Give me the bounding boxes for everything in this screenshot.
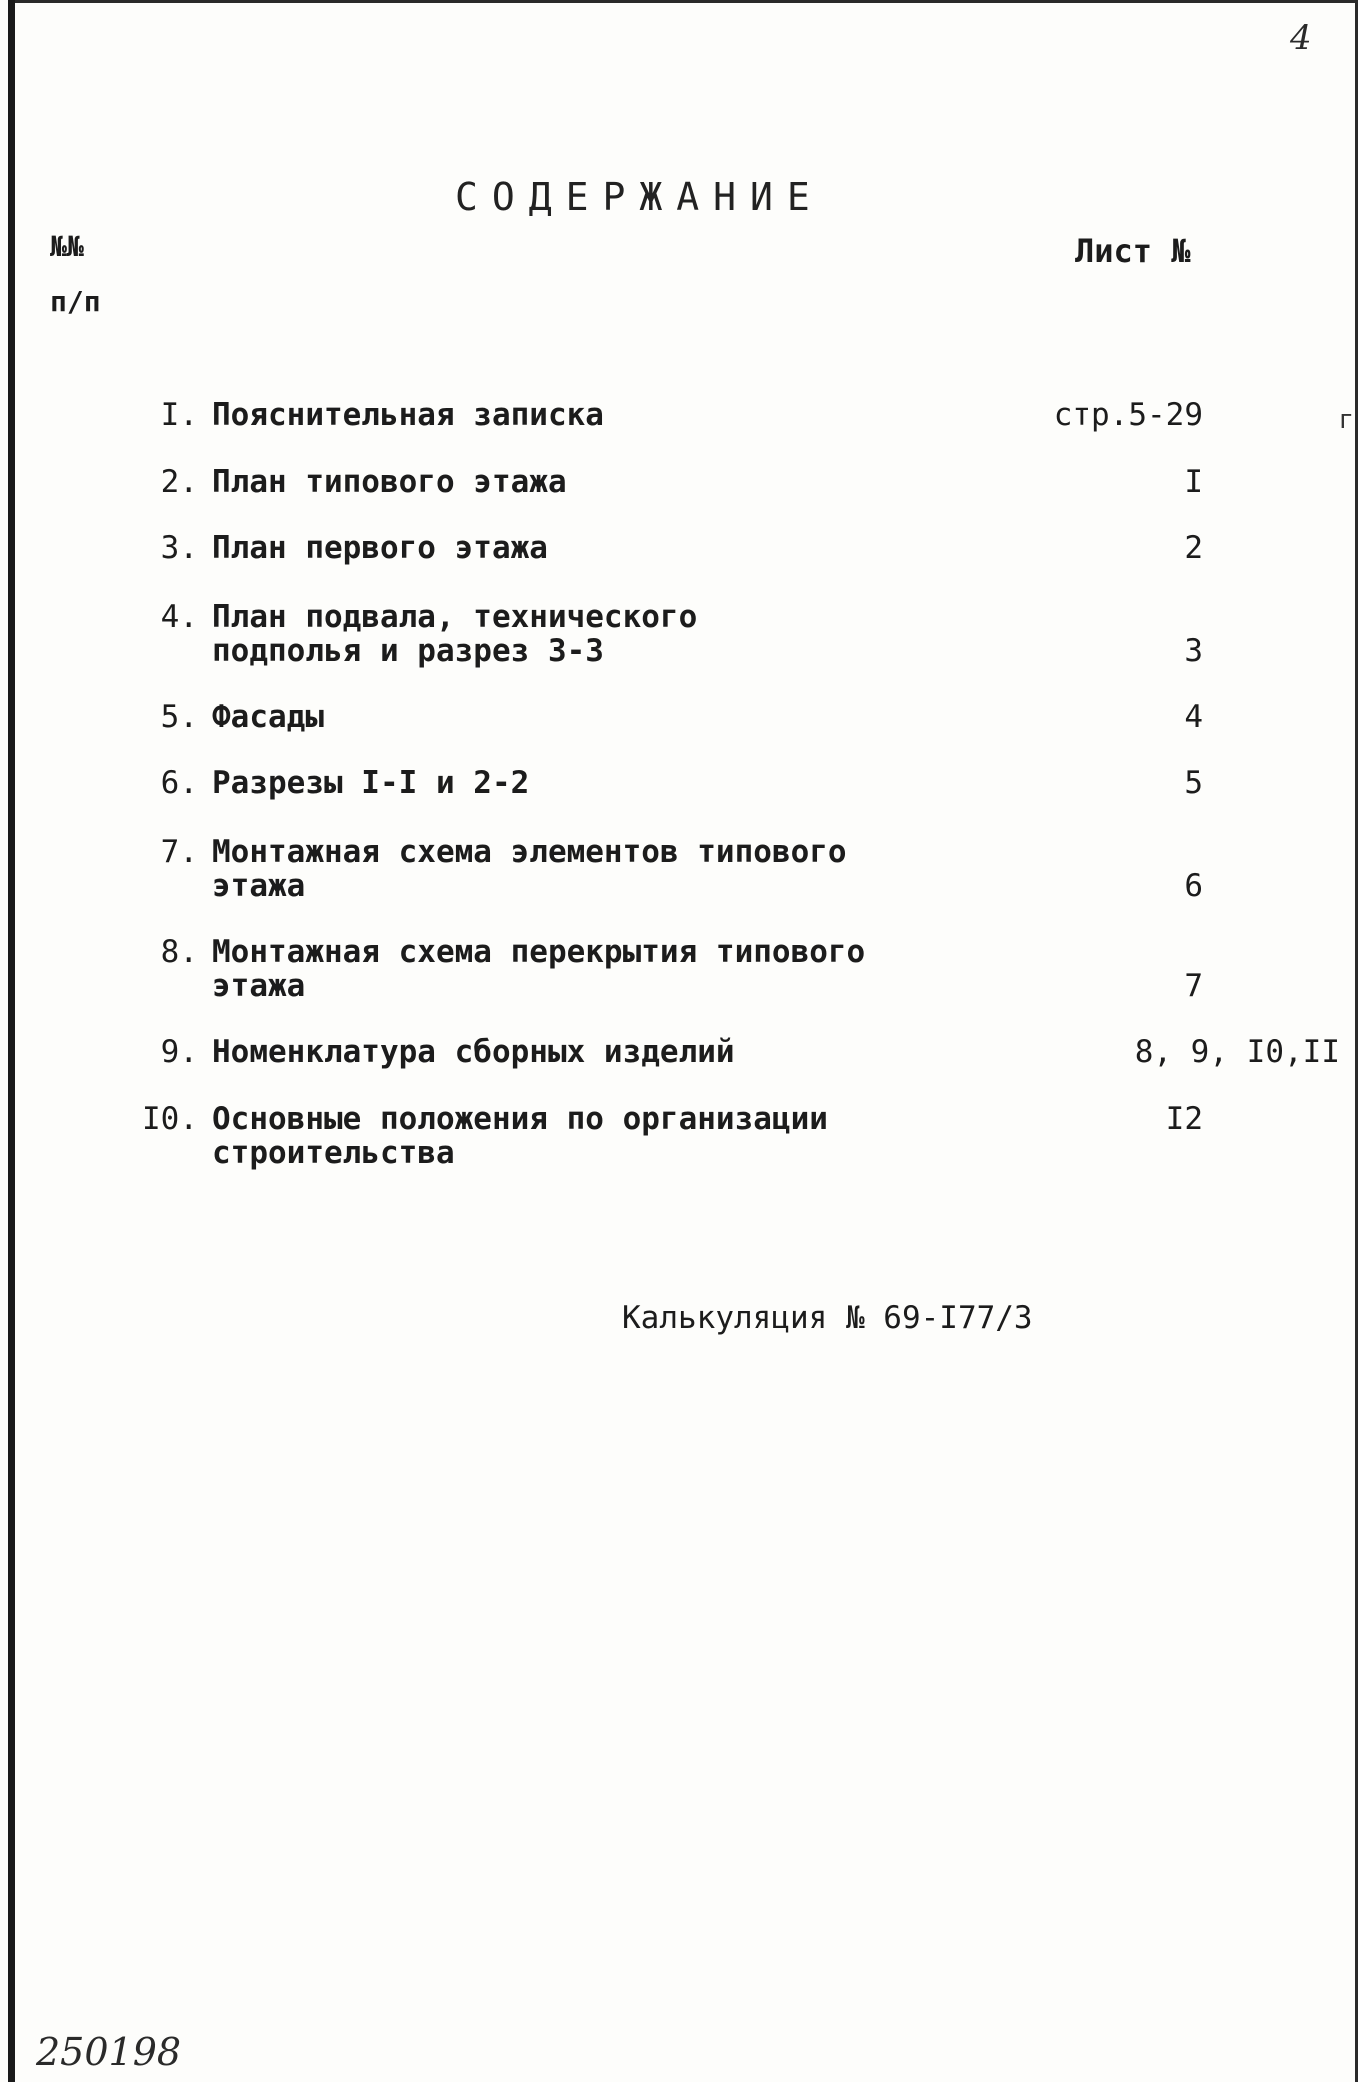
entry-title: Пояснительная записка: [212, 397, 604, 433]
edge-mark: г: [1338, 405, 1354, 435]
calculation-reference: Калькуляция № 69-I77/3: [622, 1300, 1033, 1336]
entry-title: Фасады: [212, 699, 324, 735]
entry-number: 3.: [160, 530, 198, 566]
col-header-number: №№: [50, 230, 84, 263]
col-header-sheet: Лист №: [1075, 232, 1191, 270]
entry-sheet: I2: [1165, 1101, 1203, 1137]
entry-sheet: 4: [1184, 699, 1203, 735]
entry-number: 9.: [160, 1034, 198, 1070]
entry-sheet: 5: [1184, 765, 1203, 801]
entry-number: 5.: [160, 699, 198, 735]
entry-sheet: 6: [1184, 868, 1203, 904]
entry-number: 2.: [160, 464, 198, 500]
sheet-number: 4: [1290, 18, 1312, 58]
entry-title: План типового этажа: [212, 464, 567, 500]
entry-number: 4.: [160, 599, 198, 635]
entry-title: Номенклатура сборных изделий: [212, 1034, 735, 1070]
frame-left-border: [8, 0, 15, 2082]
page-title: СОДЕРЖАНИЕ: [455, 175, 824, 219]
entry-number: I0.: [142, 1101, 198, 1137]
entry-sheet: 7: [1184, 968, 1203, 1004]
entry-sheet: 3: [1184, 633, 1203, 669]
entry-title: План первого этажа: [212, 530, 548, 566]
inventory-number: 250198: [36, 2030, 182, 2074]
entry-title: План подвала, технического подполья и разрез 3-3: [212, 599, 698, 669]
entry-title: Монтажная схема перекрытия типового этажа: [212, 934, 866, 1004]
entry-sheet: I: [1184, 464, 1203, 500]
entry-title: Монтажная схема элементов типового этажа: [212, 834, 847, 904]
entry-number: I.: [160, 397, 198, 433]
entry-number: 6.: [160, 765, 198, 801]
col-header-number-sub: п/п: [50, 285, 101, 318]
frame-top-border: [8, 0, 1358, 3]
entry-number: 8.: [160, 934, 198, 970]
entry-sheet: 8, 9, I0,II: [1134, 1034, 1340, 1070]
entry-sheet: стр.5-29: [1053, 397, 1203, 433]
entry-sheet: 2: [1184, 530, 1203, 566]
entry-title: Основные положения по организации строительства: [212, 1101, 828, 1171]
entry-number: 7.: [160, 834, 198, 870]
entry-title: Разрезы I-I и 2-2: [212, 765, 530, 801]
